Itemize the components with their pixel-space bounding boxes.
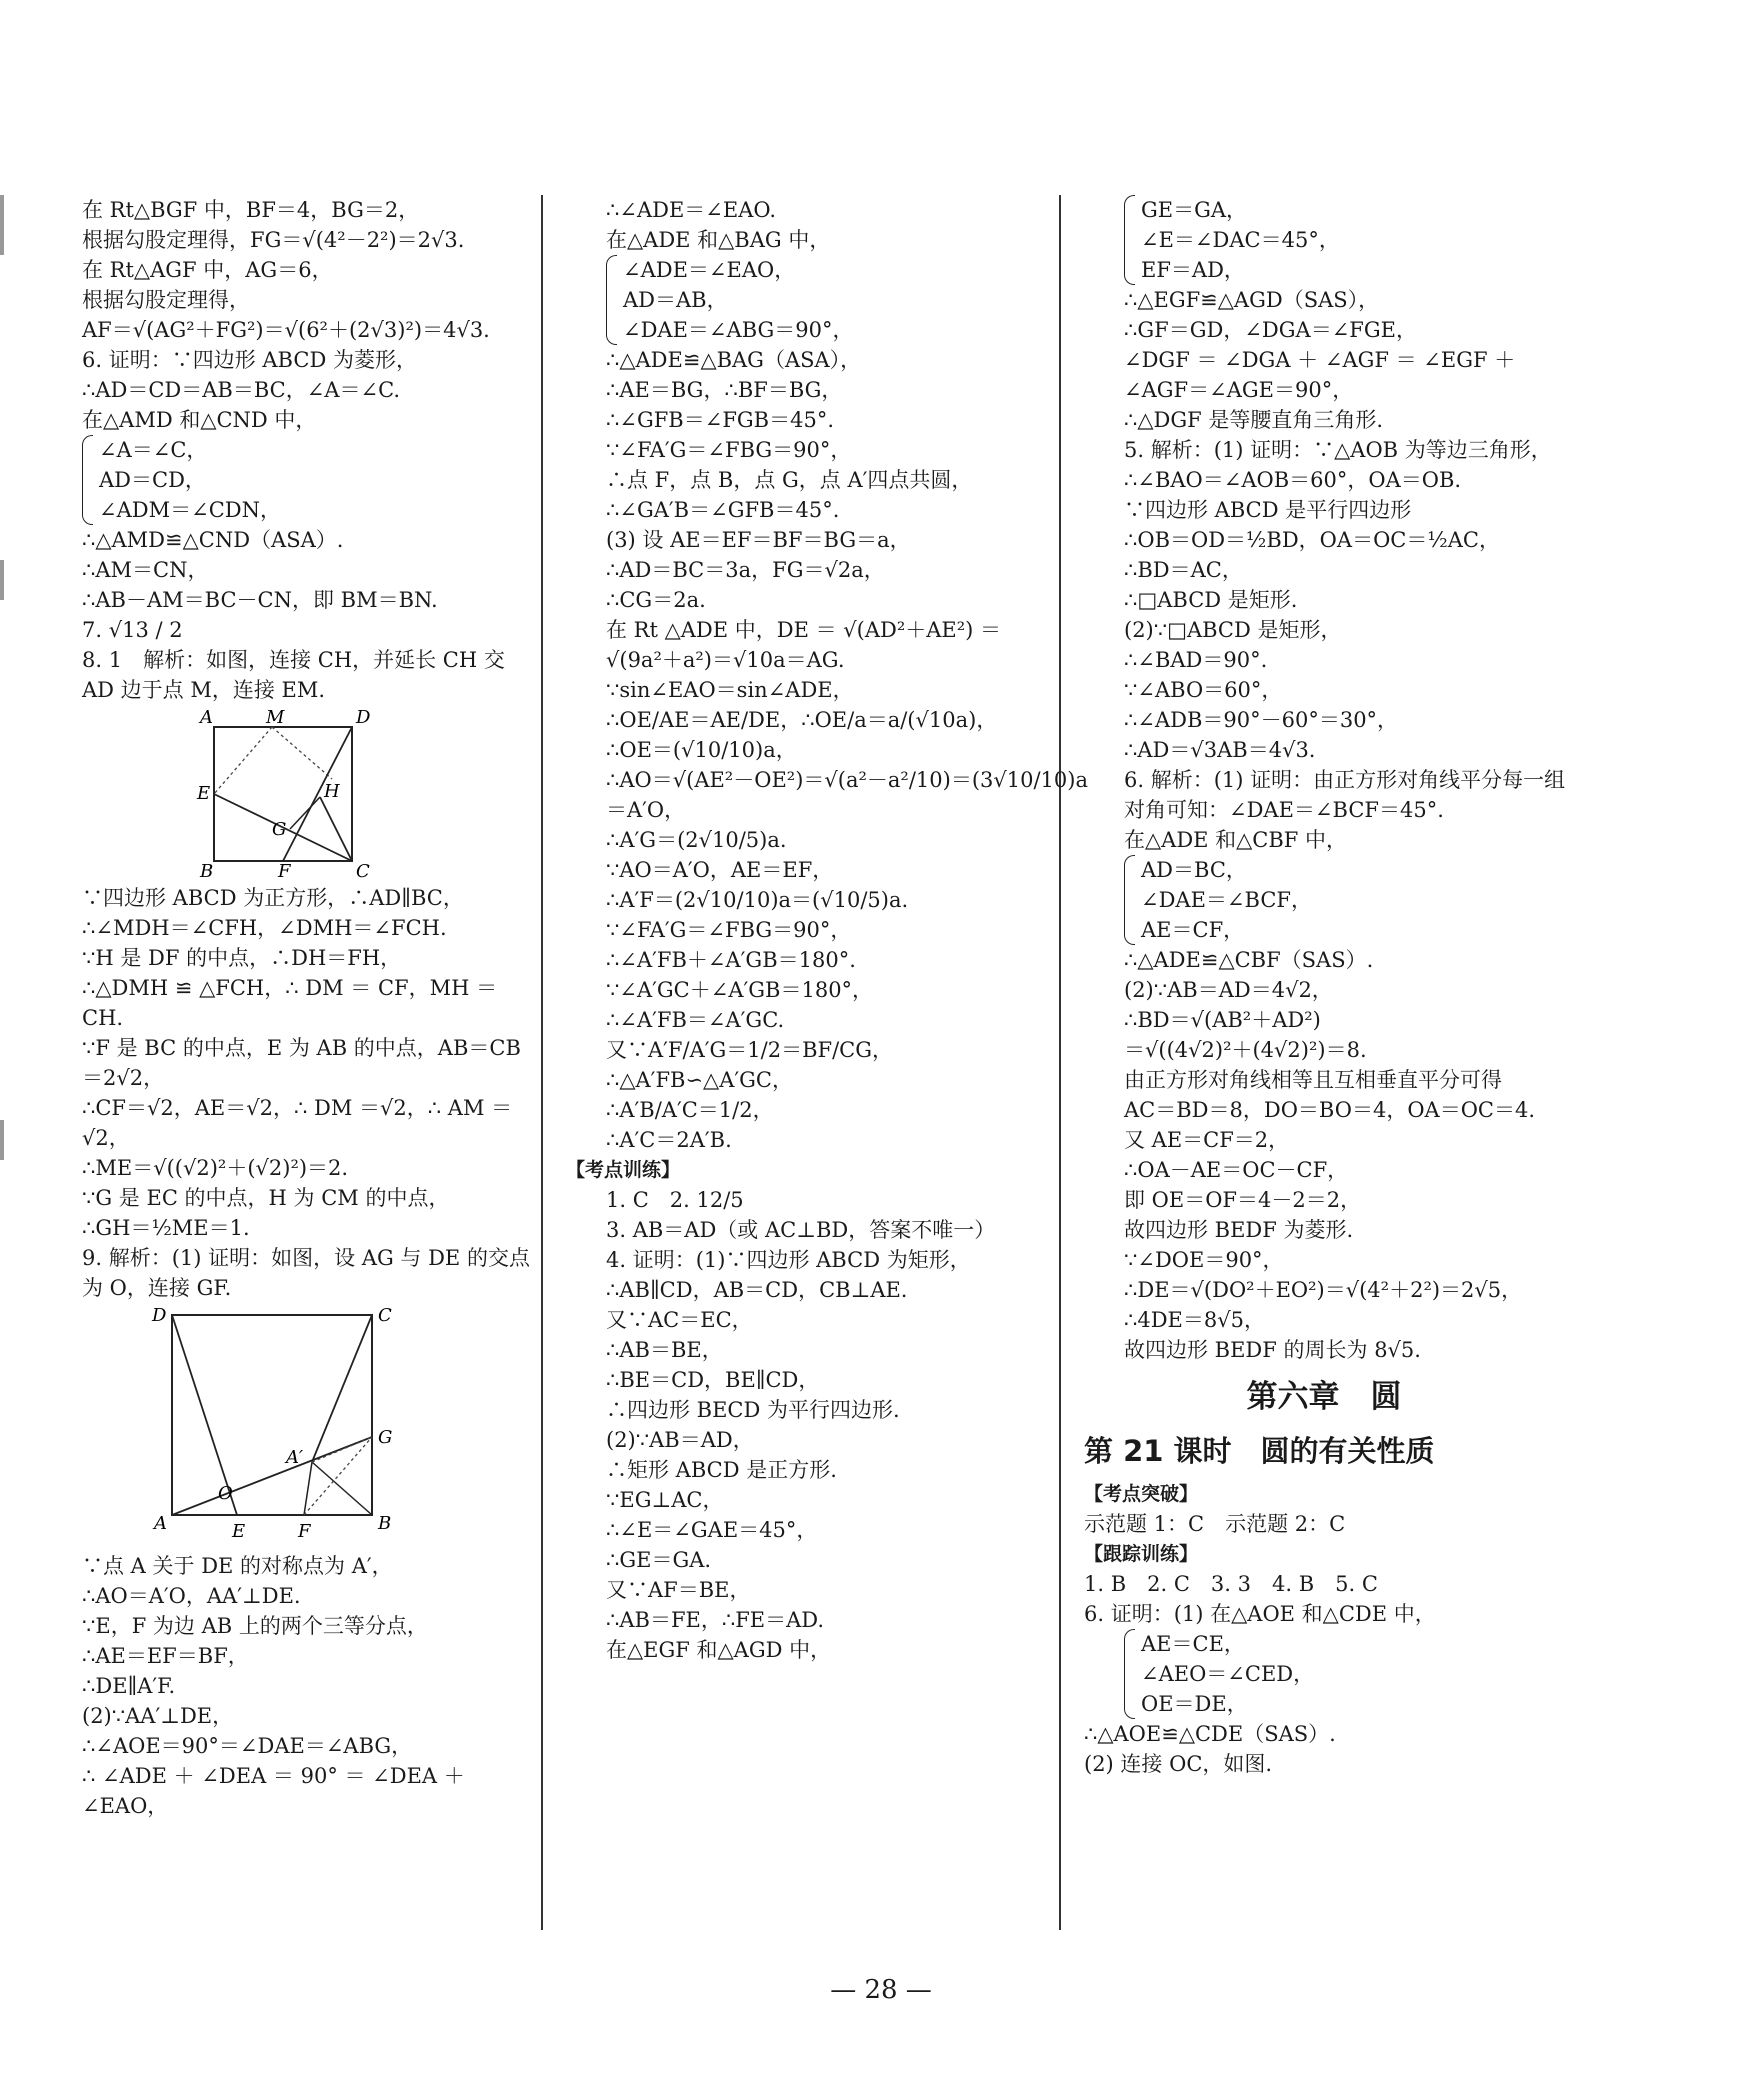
text-line: ∠A＝∠C，: [99, 438, 208, 462]
brace-system: [566, 255, 1046, 345]
text-line: ∠ADE＝∠EAO，: [623, 258, 796, 282]
text-line: ∴GE＝GA.: [606, 1548, 712, 1572]
chapter-title: 第六章 圆: [1246, 1379, 1402, 1415]
brace-system: [1084, 195, 1564, 285]
text-line: EF＝AD，: [1141, 258, 1245, 282]
label-B2: B: [378, 1513, 392, 1534]
text-line: ∵四边形 ABCD 是平行四边形: [1124, 498, 1412, 522]
text-line: 7. √13 / 2: [82, 618, 183, 642]
text-line: (2)∵AB＝AD，: [606, 1428, 754, 1452]
text-line: ＝√((4√2)²＋(4√2)²)＝8.: [1124, 1038, 1367, 1062]
text-line: 即 OE＝OF＝4－2＝2，: [1124, 1188, 1362, 1212]
text-line: ∠DAE＝∠BCF，: [1141, 888, 1312, 912]
text-line: ∴BD＝AC，: [1124, 558, 1243, 582]
text-line: AE＝CE，: [1141, 1632, 1245, 1656]
col3-block-a: [1084, 285, 1564, 855]
text-line: ∴AE＝BG，∴BF＝BG，: [606, 378, 843, 402]
text-line: ∴∠A′FB＋∠A′GB＝180°.: [606, 948, 856, 972]
text-line: ∠EAO，: [82, 1794, 169, 1818]
text-line: ∴△EGF≌△AGD（SAS），: [1124, 288, 1380, 312]
text-line: 又∵A′F/A′G＝1/2＝BF/CG，: [606, 1038, 894, 1062]
text-line: AD＝BC，: [1141, 858, 1247, 882]
text-line: ＝2√2，: [82, 1066, 165, 1090]
page-number: — 28 —: [830, 1975, 932, 2005]
text-line: 在△EGF 和△AGD 中，: [606, 1638, 832, 1662]
text-line: ∴BE＝CD，BE∥CD，: [606, 1368, 820, 1392]
label-D: D: [356, 709, 371, 728]
text-line: ∴△ADE≌△CBF（SAS）.: [1124, 948, 1374, 972]
text-line: ∴OA－AE＝OC－CF，: [1124, 1158, 1349, 1182]
text-line: √(9a²＋a²)＝√10a＝AG.: [606, 648, 845, 672]
text-line: ∴AM＝CN，: [82, 558, 209, 582]
text-line: ∴∠BAO＝∠AOB＝60°，OA＝OB.: [1124, 468, 1462, 492]
col2-block-c: [566, 1185, 1046, 1665]
text-line: 在△ADE 和△CBF 中，: [1124, 828, 1348, 852]
text-line: 又 AE＝CF＝2，: [1124, 1128, 1290, 1152]
text-line: ∴A′C＝2A′B.: [606, 1128, 732, 1152]
col3-block-d: [1084, 1719, 1564, 1779]
brace-system: [1084, 855, 1564, 945]
figure-square-reflection: [42, 1307, 462, 1547]
text-line: 在 Rt△AGF 中，AG＝6，: [82, 258, 333, 282]
text-line: ∵G 是 EC 的中点，H 为 CM 的中点，: [82, 1186, 450, 1210]
text-line: ∴OB＝OD＝½BD，OA＝OC＝½AC，: [1124, 528, 1500, 552]
text-line: √2，: [82, 1126, 130, 1150]
text-line: 根据勾股定理得，: [82, 288, 250, 312]
column-3: [1084, 195, 1564, 1779]
text-line: ∴点 F，点 B，点 G，点 A′四点共圆，: [606, 468, 973, 492]
text-line: AD 边于点 M，连接 EM.: [82, 678, 326, 702]
text-line: ∴△DMH ≌ △FCH，∴ DM ＝ CF，MH ＝: [82, 976, 498, 1000]
section-tag-kaodian-xunlian: 【考点训练】: [566, 1159, 681, 1181]
text-line: ∴A′B/A′C＝1/2，: [606, 1098, 774, 1122]
col2-block-b: [566, 345, 1088, 1155]
text-line: ∴A′F＝(2√10/10)a＝(√10/5)a.: [606, 888, 909, 912]
text-line: ∴ME＝√((√2)²＋(√2)²)＝2.: [82, 1156, 349, 1180]
figure-square-cfh: [42, 709, 462, 879]
label-F2: F: [298, 1521, 311, 1542]
text-line: 4. 证明：(1)∵四边形 ABCD 为矩形，: [606, 1248, 971, 1272]
text-line: ∴OE＝(√10/10)a，: [606, 738, 797, 762]
label-H: H: [324, 781, 340, 802]
text-line: 6. 证明：∵四边形 ABCD 为菱形，: [82, 348, 417, 372]
text-line: ∴∠MDH＝∠CFH，∠DMH＝∠FCH.: [82, 916, 447, 940]
text-line: ∵E，F 为边 AB 上的两个三等分点，: [82, 1614, 428, 1638]
text-line: ∠DGF ＝ ∠DGA ＋ ∠AGF ＝ ∠EGF ＋: [1124, 348, 1516, 372]
col1-block-c: [42, 883, 530, 1303]
col3-block-c: [1084, 1569, 1564, 1629]
text-line: ∴A′G＝(2√10/5)a.: [606, 828, 787, 852]
text-line: ∵AO＝A′O，AE＝EF，: [606, 858, 834, 882]
text-line: ∴CF＝√2，AE＝√2，∴ DM ＝√2，∴ AM ＝: [82, 1096, 513, 1120]
text-line: AD＝AB，: [623, 288, 728, 312]
label-A2: A: [154, 1513, 167, 1534]
col1-block-d: [42, 1551, 522, 1821]
text-line: ∴DE∥A′F.: [82, 1674, 176, 1698]
text-line: ∴AD＝√3AB＝4√3.: [1124, 738, 1316, 762]
text-line: ∴∠A′FB＝∠A′GC.: [606, 1008, 785, 1032]
lesson-title: 第 21 课时 圆的有关性质: [1084, 1434, 1435, 1468]
text-line: ∠AEO＝∠CED，: [1141, 1662, 1315, 1686]
text-line: ∵H 是 DF 的中点，∴DH＝FH，: [82, 946, 402, 970]
text-line: ∵EG⊥AC，: [606, 1488, 724, 1512]
text-line: ∴四边形 BECD 为平行四边形.: [606, 1398, 900, 1422]
text-line: ∴AB－AM＝BC－CN，即 BM＝BN.: [82, 588, 438, 612]
text-line: ∴AB＝FE，∴FE＝AD.: [606, 1608, 825, 1632]
text-line: ∴△DGF 是等腰直角三角形.: [1124, 408, 1384, 432]
label-G: G: [272, 819, 287, 840]
col1-block-a: [42, 195, 522, 435]
text-line: ∴∠E＝∠GAE＝45°，: [606, 1518, 818, 1542]
text-line: ∴∠ADE＝∠EAO.: [606, 198, 777, 222]
text-line: ∴AB∥CD，AB＝CD，CB⊥AE.: [606, 1278, 908, 1302]
text-line: 在△ADE 和△BAG 中，: [606, 228, 831, 252]
col2-block-a: [566, 195, 1046, 255]
text-line: 9. 解析：(1) 证明：如图，设 AG 与 DE 的交点: [82, 1246, 530, 1270]
text-line: 6. 证明：(1) 在△AOE 和△CDE 中，: [1084, 1602, 1436, 1626]
text-line: ∴∠GA′B＝∠GFB＝45°.: [606, 498, 840, 522]
text-line: 5. 解析：(1) 证明：∵△AOB 为等边三角形，: [1124, 438, 1552, 462]
text-line: ∴GH＝½ME＝1.: [82, 1216, 250, 1240]
text-line: (2)∵□ABCD 是矩形，: [1124, 618, 1342, 642]
text-line: (2)∵AA′⊥DE，: [82, 1704, 234, 1728]
text-line: ∴ ∠ADE ＋ ∠DEA ＝ 90° ＝ ∠DEA ＋: [82, 1764, 465, 1788]
text-line: ∴DE＝√(DO²＋EO²)＝√(4²＋2²)＝2√5，: [1124, 1278, 1523, 1302]
text-line: 3. AB＝AD（或 AC⊥BD，答案不唯一）: [606, 1218, 996, 1242]
column-2: [566, 195, 1088, 1665]
text-line: ∠ADM＝∠CDN，: [99, 498, 281, 522]
label-C2: C: [378, 1307, 392, 1326]
label-D2: D: [152, 1307, 167, 1326]
example-answers: 示范题 1：C 示范题 2：C: [1084, 1512, 1346, 1536]
text-line: GE＝GA，: [1141, 198, 1248, 222]
text-line: ∴△AMD≌△CND（ASA）.: [82, 528, 344, 552]
label-B: B: [200, 861, 214, 879]
text-line: AE＝CF，: [1141, 918, 1245, 942]
text-line: ∴GF＝GD，∠DGA＝∠FGE，: [1124, 318, 1417, 342]
text-line: 故四边形 BEDF 为菱形.: [1124, 1218, 1354, 1242]
column-divider-1: [541, 195, 543, 1930]
text-line: ∴△AOE≌△CDE（SAS）.: [1084, 1722, 1336, 1746]
text-line: 由正方形对角线相等且互相垂直平分可得: [1124, 1068, 1502, 1092]
text-line: ∵∠FA′G＝∠FBG＝90°，: [606, 918, 852, 942]
label-A-prime: A′: [286, 1447, 304, 1468]
text-line: 6. 解析：(1) 证明：由正方形对角线平分每一组: [1124, 768, 1566, 792]
text-line: ∵四边形 ABCD 为正方形，∴AD∥BC，: [82, 886, 464, 910]
text-line: ∴∠ADB＝90°－60°＝30°，: [1124, 708, 1399, 732]
text-line: ∵∠FA′G＝∠FBG＝90°，: [606, 438, 852, 462]
brace-system: [42, 435, 522, 525]
text-line: AF＝√(AG²＋FG²)＝√(6²＋(2√3)²)＝4√3.: [82, 318, 490, 342]
label-O2: O: [218, 1483, 233, 1504]
column-divider-2: [1059, 195, 1061, 1930]
text-line: ∴AD＝BC＝3a，FG＝√2a，: [606, 558, 885, 582]
square-abcd-2: [172, 1315, 372, 1515]
text-line: ∵点 A 关于 DE 的对称点为 A′，: [82, 1554, 393, 1578]
column-1: [42, 195, 530, 1821]
text-line: ∴AB＝BE，: [606, 1338, 723, 1362]
brace-system: [1084, 1629, 1564, 1719]
text-line: 为 O，连接 GF.: [82, 1276, 232, 1300]
text-line: ∴△A′FB∽△A′GC，: [606, 1068, 793, 1092]
col1-block-b: [42, 525, 522, 705]
text-line: ∴△ADE≌△BAG（ASA），: [606, 348, 862, 372]
label-G2: G: [378, 1427, 393, 1448]
text-line: ∴AO＝A′O，AA′⊥DE.: [82, 1584, 301, 1608]
text-line: ∴□ABCD 是矩形.: [1124, 588, 1298, 612]
text-line: 在 Rt △ADE 中，DE ＝ √(AD²＋AE²) ＝: [606, 618, 1002, 642]
text-line: ∴∠AOE＝90°＝∠DAE＝∠ABG，: [82, 1734, 413, 1758]
text-line: OE＝DE，: [1141, 1692, 1248, 1716]
text-line: ∠E＝∠DAC＝45°，: [1141, 228, 1340, 252]
text-line: ∴CG＝2a.: [606, 588, 706, 612]
label-F: F: [278, 861, 291, 879]
text-line: 根据勾股定理得，FG＝√(4²－2²)＝2√3.: [82, 228, 465, 252]
text-line: AD＝CD，: [99, 468, 206, 492]
text-line: ∴AD＝CD＝AB＝BC，∠A＝∠C.: [82, 378, 401, 402]
text-line: ∵∠A′GC＋∠A′GB＝180°，: [606, 978, 874, 1002]
text-line: (2) 连接 OC，如图.: [1084, 1752, 1273, 1776]
text-line: ∴BD＝√(AB²＋AD²): [1124, 1008, 1321, 1032]
text-line: ∵F 是 BC 的中点，E 为 AB 的中点，AB＝CB: [82, 1036, 521, 1060]
text-line: 故四边形 BEDF 的周长为 8√5.: [1124, 1338, 1421, 1362]
text-line: 对角可知：∠DAE＝∠BCF＝45°.: [1124, 798, 1444, 822]
label-A: A: [200, 709, 213, 728]
text-line: ∴4DE＝8√5，: [1124, 1308, 1265, 1332]
text-line: ∴矩形 ABCD 是正方形.: [606, 1458, 837, 1482]
text-line: ∴∠GFB＝∠FGB＝45°.: [606, 408, 835, 432]
text-line: AC＝BD＝8，DO＝BO＝4，OA＝OC＝4.: [1124, 1098, 1536, 1122]
text-line: ∵∠ABO＝60°，: [1124, 678, 1283, 702]
text-line: CH.: [82, 1006, 124, 1030]
text-line: 又∵AC＝EC，: [606, 1308, 753, 1332]
text-line: ∠DAE＝∠ABG＝90°，: [623, 318, 854, 342]
text-line: ∵sin∠EAO＝sin∠ADE，: [606, 678, 854, 702]
text-line: ∠AGF＝∠AGE＝90°，: [1124, 378, 1354, 402]
label-C: C: [356, 861, 370, 879]
text-line: ∴AO＝√(AE²－OE²)＝√(a²－a²/10)＝(3√10/10)a: [606, 768, 1088, 792]
text-line: ∵∠DOE＝90°，: [1124, 1248, 1284, 1272]
text-line: 又∵AF＝BE，: [606, 1578, 751, 1602]
text-line: ∴OE/AE＝AE/DE，∴OE/a＝a/(√10a)，: [606, 708, 998, 732]
label-E: E: [197, 783, 211, 804]
text-line: 8. 1 解析：如图，连接 CH，并延长 CH 交: [82, 648, 505, 672]
label-M: M: [266, 709, 285, 728]
text-line: 在 Rt△BGF 中，BF＝4，BG＝2，: [82, 198, 420, 222]
text-line: (2)∵AB＝AD＝4√2，: [1124, 978, 1333, 1002]
text-line: 在△AMD 和△CND 中，: [82, 408, 317, 432]
label-E2: E: [232, 1521, 246, 1542]
section-tag-genzong-xunlian: 【跟踪训练】: [1084, 1543, 1199, 1565]
text-line: 1. C 2. 12/5: [606, 1188, 744, 1212]
text-line: ∴AE＝EF＝BF，: [82, 1644, 249, 1668]
text-line: ＝A′O，: [606, 798, 686, 822]
section-tag-kaodian-tupo: 【考点突破】: [1084, 1483, 1199, 1505]
col3-block-b: [1084, 945, 1564, 1365]
text-line: 1. B 2. C 3. 3 4. B 5. C: [1084, 1572, 1378, 1596]
text-line: (3) 设 AE＝EF＝BF＝BG＝a，: [606, 528, 911, 552]
text-line: ∴∠BAD＝90°.: [1124, 648, 1268, 672]
